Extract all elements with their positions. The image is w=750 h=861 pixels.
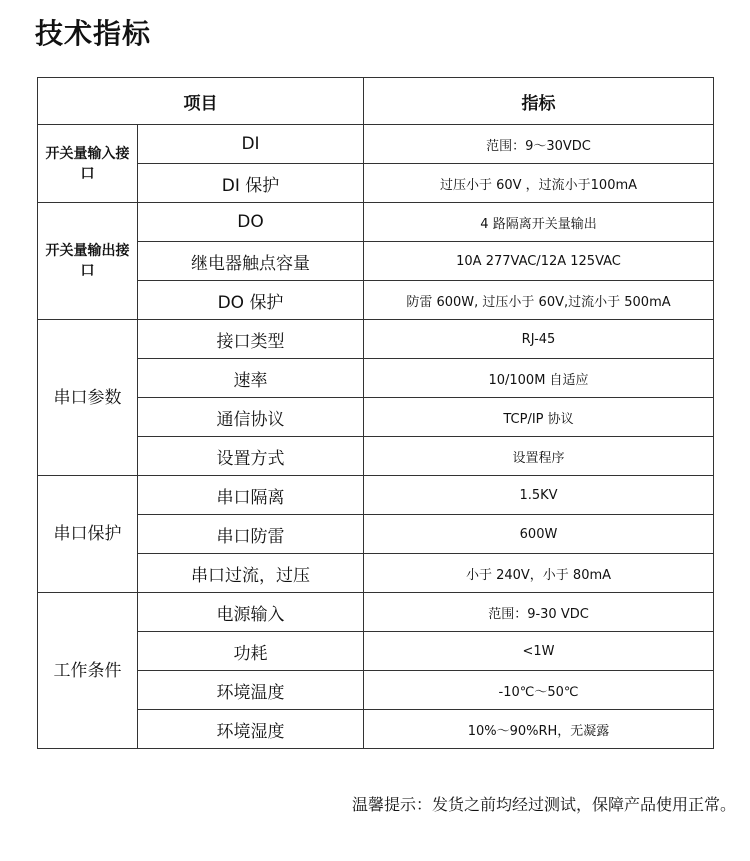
value-cell: -10℃～50℃ [364, 671, 714, 710]
table-row [38, 125, 714, 164]
item-cell: 接口类型 [138, 320, 364, 359]
footer-note: 温馨提示：发货之前均经过测试，保障产品使用正常。 [351, 795, 736, 814]
table-row [38, 671, 714, 710]
table-header-row [38, 78, 714, 125]
value-cell: 过压小于 60V ，过流小于100mA [364, 164, 714, 203]
table-row [38, 164, 714, 203]
table-row [38, 242, 714, 281]
value-cell: 1.5KV [364, 476, 714, 515]
table-row [38, 476, 714, 515]
value-cell: 4 路隔离开关量输出 [364, 203, 714, 242]
group-di: 开关量输入接口 [38, 125, 138, 203]
table-row [38, 281, 714, 320]
item-cell: DI [138, 125, 364, 164]
value-cell: 10A 277VAC/12A 125VAC [364, 242, 714, 281]
item-cell: DI 保护 [138, 164, 364, 203]
value-cell: 设置程序 [364, 437, 714, 476]
table-row [38, 632, 714, 671]
table-row [38, 710, 714, 749]
table-row [38, 554, 714, 593]
group-serial-params: 串口参数 [38, 320, 138, 476]
value-cell: 10/100M 自适应 [364, 359, 714, 398]
item-cell: 设置方式 [138, 437, 364, 476]
value-cell: TCP/IP 协议 [364, 398, 714, 437]
value-cell: 600W [364, 515, 714, 554]
spec-table [37, 77, 714, 749]
item-cell: 环境湿度 [138, 710, 364, 749]
value-cell: 范围：9～30VDC [364, 125, 714, 164]
value-cell: 范围：9-30 VDC [364, 593, 714, 632]
table-row [38, 398, 714, 437]
table-row [38, 515, 714, 554]
header-spec: 指标 [364, 78, 714, 125]
table-row [38, 320, 714, 359]
item-cell: 通信协议 [138, 398, 364, 437]
page-title: 技术指标 [35, 17, 152, 50]
table-row [38, 437, 714, 476]
item-cell: 串口过流，过压 [138, 554, 364, 593]
item-cell: 环境温度 [138, 671, 364, 710]
item-cell: 电源输入 [138, 593, 364, 632]
value-cell: 10%～90%RH，无凝露 [364, 710, 714, 749]
item-cell: DO [138, 203, 364, 242]
item-cell: DO 保护 [138, 281, 364, 320]
header-item: 项目 [38, 78, 364, 125]
item-cell: 串口隔离 [138, 476, 364, 515]
value-cell: <1W [364, 632, 714, 671]
group-working-conditions: 工作条件 [38, 593, 138, 749]
value-cell: 小于 240V，小于 80mA [364, 554, 714, 593]
table-row [38, 359, 714, 398]
group-do: 开关量输出接口 [38, 203, 138, 320]
item-cell: 功耗 [138, 632, 364, 671]
group-serial-protection: 串口保护 [38, 476, 138, 593]
value-cell: RJ-45 [364, 320, 714, 359]
item-cell: 速率 [138, 359, 364, 398]
table-row [38, 593, 714, 632]
item-cell: 继电器触点容量 [138, 242, 364, 281]
table-row [38, 203, 714, 242]
item-cell: 串口防雷 [138, 515, 364, 554]
value-cell: 防雷 600W, 过压小于 60V,过流小于 500mA [364, 281, 714, 320]
